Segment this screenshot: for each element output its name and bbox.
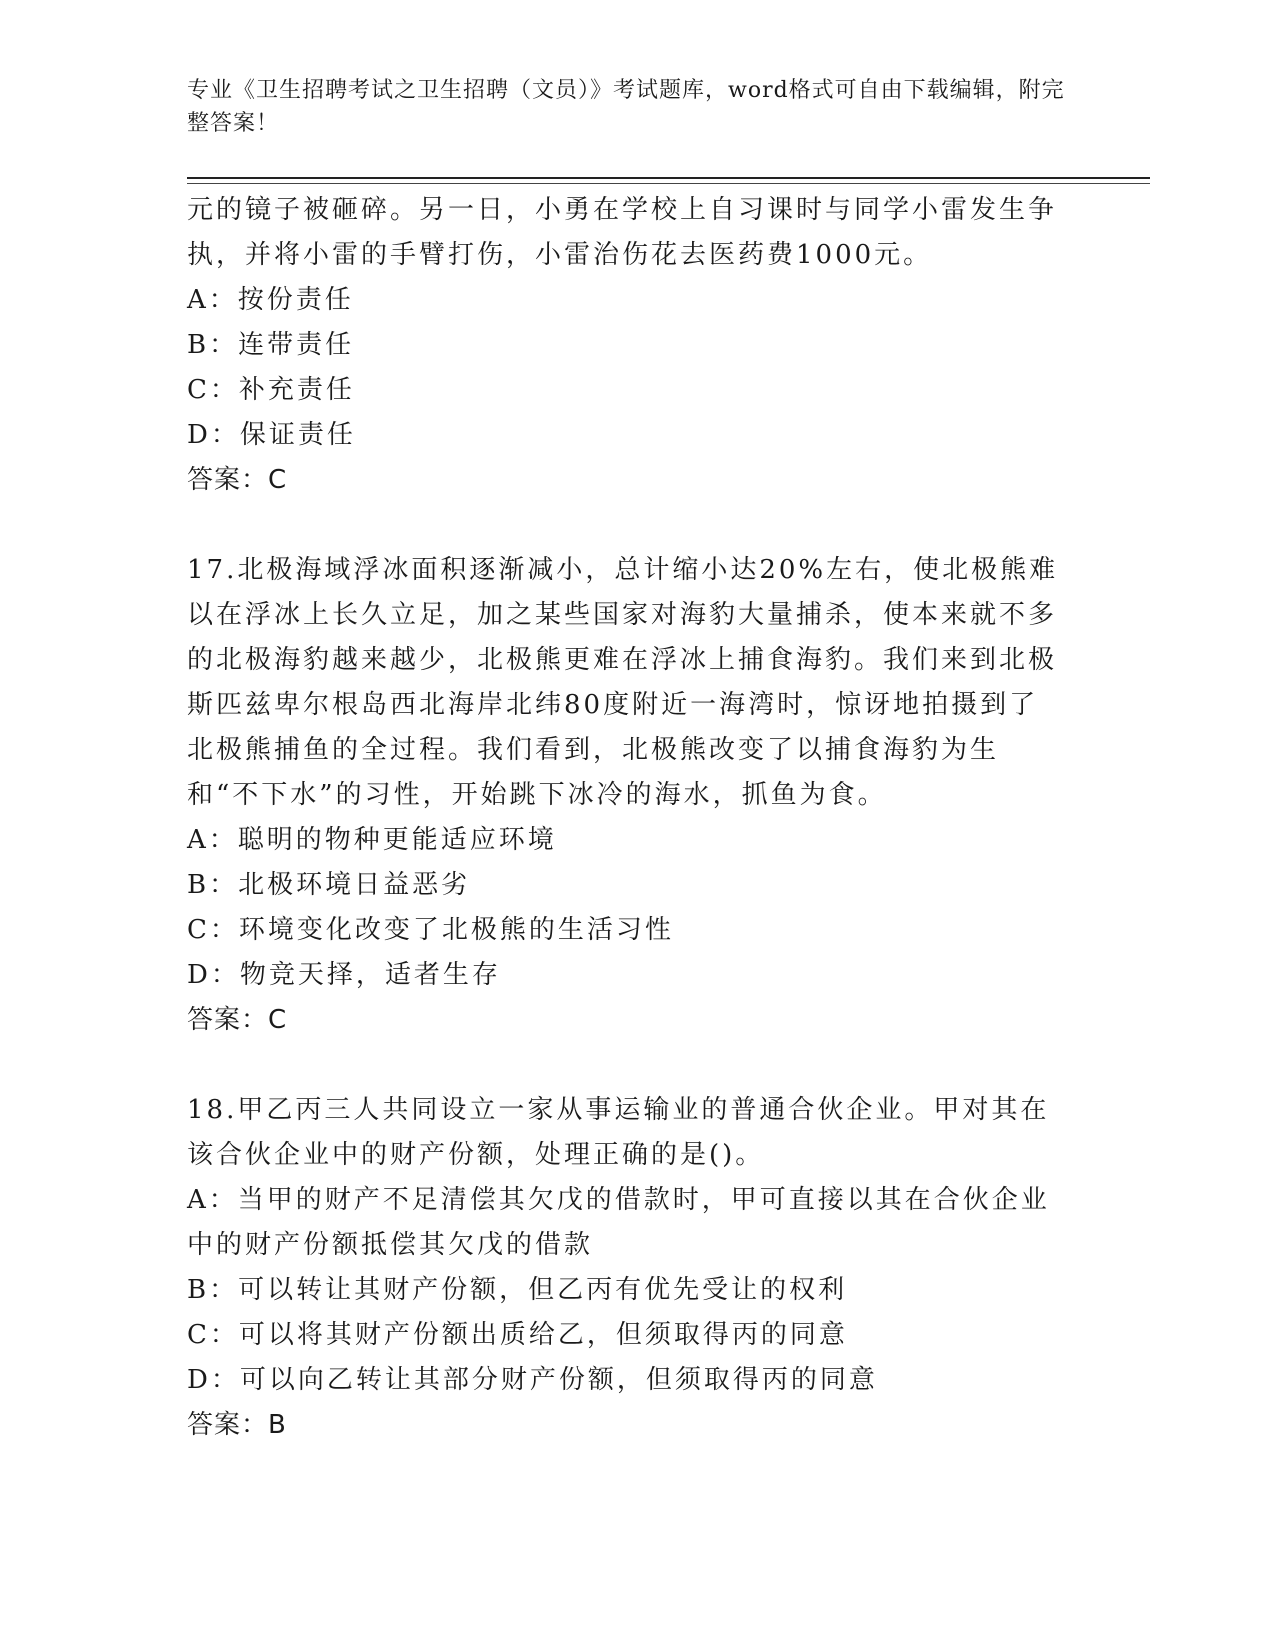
option-d: D：可以向乙转让其部分财产份额，但须取得丙的同意: [187, 1365, 878, 1395]
block-spacer: [187, 503, 1067, 548]
answer-line: 答案：C: [187, 465, 288, 495]
question-block: [187, 188, 1067, 503]
option-d: D：物竞天择，适者生存: [187, 960, 501, 990]
option-b: B：可以转让其财产份额，但乙丙有优先受让的权利: [187, 1275, 848, 1305]
question-list: [187, 188, 1067, 1448]
header-divider-thin: [187, 183, 1150, 184]
block-spacer: [187, 1043, 1067, 1088]
answer-line: 答案：B: [187, 1410, 287, 1440]
question-stem: 17.北极海域浮冰面积逐渐减小，总计缩小达20%左右，使北极熊难以在浮冰上长久立足，加之某些国家对海豹大量捕杀，使本来就不多的北极海豹越来越少，北极熊更难在浮冰上捕食海豹。我们来到北极斯匹兹卑尔根岛西北海岸北纬80度附近一海湾时，惊讶地拍摄到了北极熊捕鱼的全过程。我们看到，北极熊改变了以捕食海豹为生和“不下水”的习性，开始跳下冰冷的海水，抓鱼为食。: [187, 555, 1059, 810]
question-stem: 18.甲乙丙三人共同设立一家从事运输业的普通合伙企业。甲对其在该合伙企业中的财产份额，处理正确的是()。: [187, 1095, 1050, 1170]
question-block: [187, 1088, 1067, 1448]
option-c: C：补充责任: [187, 375, 355, 405]
option-b: B：北极环境日益恶劣: [187, 870, 471, 900]
page-header: 专业《卫生招聘考试之卫生招聘（文员）》考试题库，word格式可自由下载编辑，附完整答案！: [187, 78, 1065, 136]
question-stem: 元的镜子被砸碎。另一日，小勇在学校上自习课时与同学小雷发生争执，并将小雷的手臂打伤，小雷治伤花去医药费1000元。: [187, 195, 1058, 270]
option-a: A：按份责任: [187, 285, 354, 315]
option-d: D：保证责任: [187, 420, 356, 450]
option-a: A：当甲的财产不足清偿其欠戊的借款时，甲可直接以其在合伙企业中的财产份额抵偿其欠戊的借款: [187, 1185, 1050, 1260]
option-c: C：环境变化改变了北极熊的生活习性: [187, 915, 674, 945]
option-b: B：连带责任: [187, 330, 355, 360]
option-c: C：可以将其财产份额出质给乙，但须取得丙的同意: [187, 1320, 848, 1350]
option-a: A：聪明的物种更能适应环境: [187, 825, 557, 855]
question-block: [187, 548, 1067, 1043]
answer-line: 答案：C: [187, 1005, 288, 1035]
header-divider-thick: [187, 177, 1150, 179]
